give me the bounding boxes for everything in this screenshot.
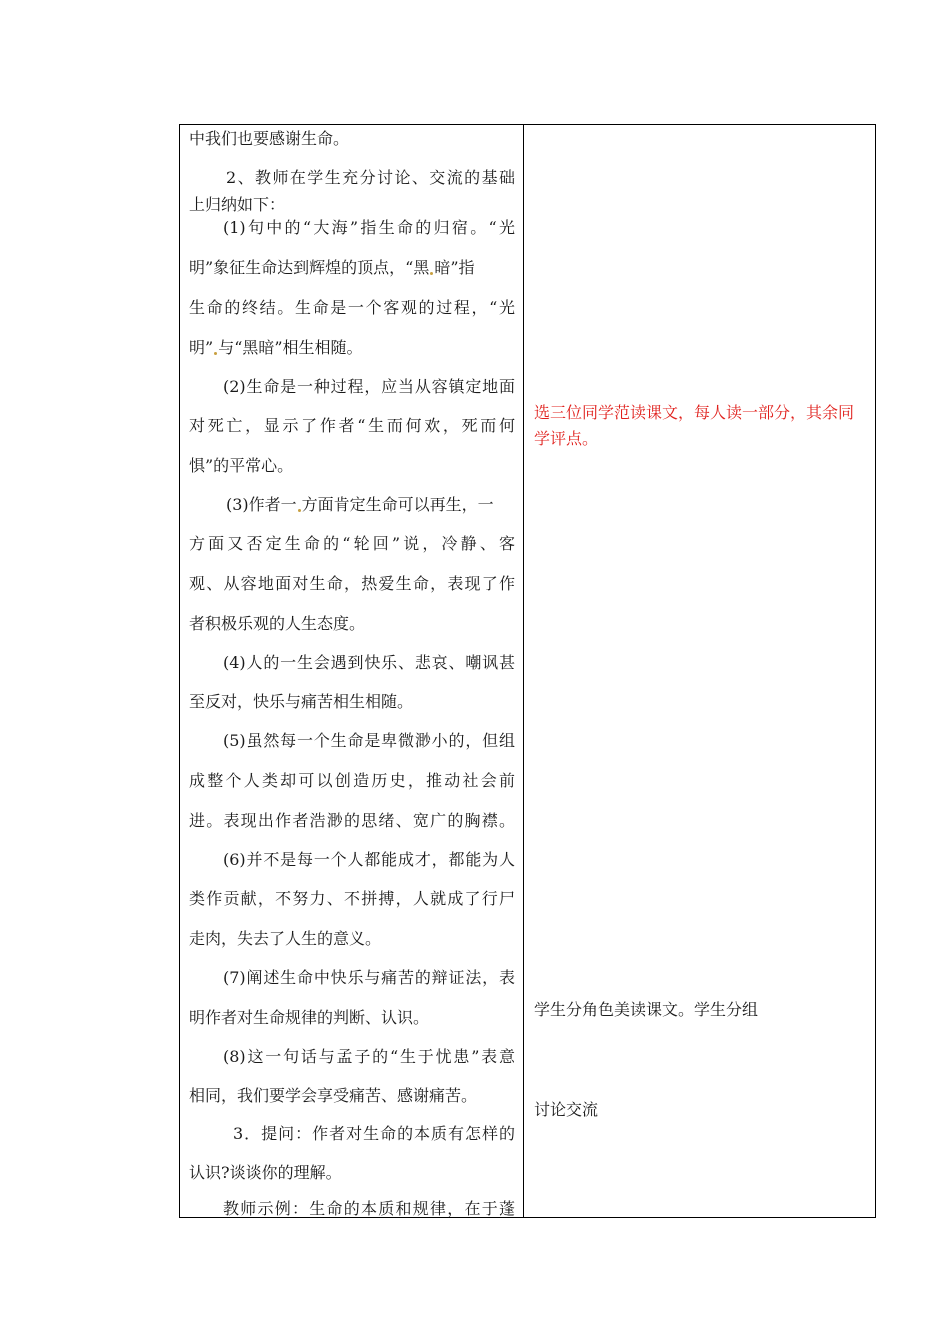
text-line: 至反对，快乐与痛苦相生相随。: [189, 692, 414, 711]
text-line: 观、从容地面对生命，热爱生命，表现了作: [189, 574, 515, 593]
teacher-activity-column: [180, 125, 523, 1217]
red-note-line: 选三位同学范读课文，每人读一部分，其余同: [534, 403, 855, 422]
text-line: 2、教师在学生充分讨论、交流的基础: [226, 168, 515, 187]
emphasis-dot: [214, 352, 217, 355]
text-line: 明”象征生命达到辉煌的顶点，“黑 暗”指: [189, 258, 475, 277]
text-line: 相同，我们要学会享受痛苦、感谢痛苦。: [189, 1086, 478, 1105]
text-line: (1)句中的“大海”指生命的归宿。“光: [223, 218, 515, 237]
text-line: 者积极乐观的人生态度。: [189, 614, 366, 633]
emphasis-dot: [298, 509, 301, 512]
text-line: 中我们也要感谢生命。: [189, 129, 350, 148]
emphasis-dot: [430, 272, 433, 275]
text-line: 教师示例：生命的本质和规律，在于蓬: [223, 1199, 515, 1218]
text-line: 进。表现出作者浩渺的思绪、宽广的胸襟。: [189, 811, 515, 830]
text-line: 3．提问：作者对生命的本质有怎样的: [233, 1124, 515, 1143]
text-line: 明” 与“黑暗”相生相随。: [189, 338, 363, 357]
text-line: 认识?谈谈你的理解。: [189, 1163, 342, 1182]
text-line: (3)作者一 方面肯定生命可以再生，一: [226, 495, 494, 514]
text-line: 对死亡，显示了作者“生而何欢，死而何: [189, 416, 515, 435]
red-note-line: 学评点。: [534, 429, 599, 448]
text-line: (8)这一句话与孟子的“生于忧患”表意: [223, 1047, 515, 1066]
text-line: (6)并不是每一个人都能成才，都能为人: [223, 850, 515, 869]
text-line: (4)人的一生会遇到快乐、悲哀、嘲讽甚: [223, 653, 515, 672]
student-activity-column: [524, 125, 875, 1217]
text-line: (7)阐述生命中快乐与痛苦的辩证法，表: [223, 968, 515, 987]
text-line: 类作贡献，不努力、不拼搏，人就成了行尸: [189, 889, 515, 908]
student-activity-line: 讨论交流: [534, 1100, 599, 1119]
text-line: 明作者对生命规律的判断、认识。: [189, 1008, 430, 1027]
text-line: 走肉，失去了人生的意义。: [189, 929, 382, 948]
student-activity-line: 学生分角色美读课文。学生分组: [534, 1000, 759, 1019]
text-line: (2)生命是一种过程，应当从容镇定地面: [223, 377, 515, 396]
text-line: 上归纳如下：: [189, 195, 286, 214]
text-line: 生命的终结。生命是一个客观的过程，“光: [189, 298, 515, 317]
text-line: (5)虽然每一个生命是卑微渺小的，但组: [223, 731, 515, 750]
text-line: 惧”的平常心。: [189, 456, 294, 475]
text-line: 方面又否定生命的“轮回”说，冷静、客: [189, 534, 515, 553]
text-line: 成整个人类却可以创造历史，推动社会前: [189, 771, 515, 790]
lesson-plan-table: [179, 124, 876, 1218]
